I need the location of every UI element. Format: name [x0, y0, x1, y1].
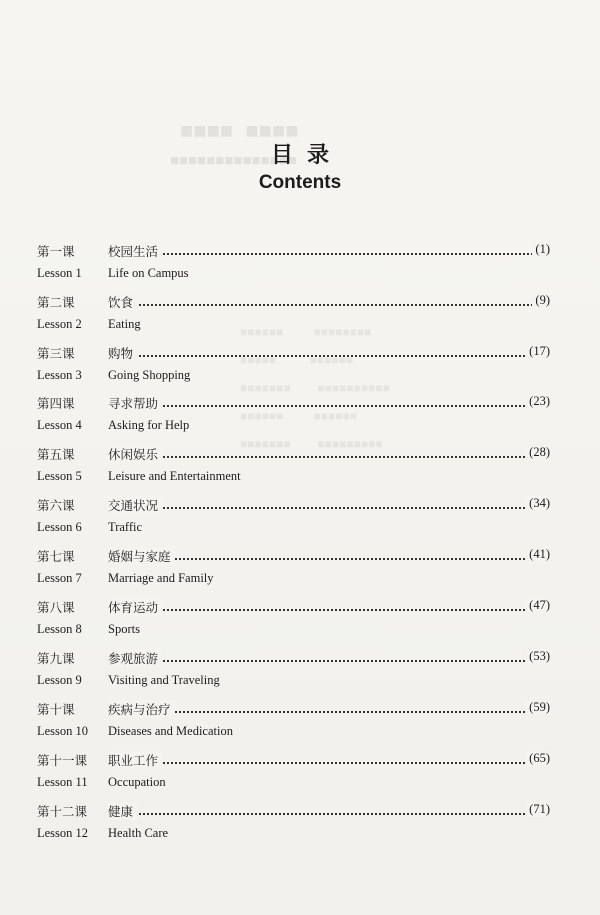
lesson-number-en: Lesson 11 [37, 775, 88, 789]
lesson-number-en: Lesson 12 [37, 826, 89, 840]
lesson-title-cn: 职业工作 [108, 751, 162, 769]
toc-entry-lesson-1[interactable] [0, 239, 600, 283]
toc-entry-chinese-row [0, 239, 600, 261]
lesson-title-en: Visiting and Traveling [108, 673, 220, 687]
toc-entry-lesson-10[interactable] [0, 697, 600, 741]
page-number: (65) [526, 751, 550, 766]
dot-leader [108, 813, 540, 815]
toc-entry-english-row [0, 773, 600, 793]
toc-entry-english-row [0, 620, 600, 640]
lesson-title-en: Marriage and Family [108, 571, 214, 585]
lesson-number-en: Lesson 3 [37, 368, 82, 382]
lesson-title-cn: 健康 [108, 802, 137, 820]
toc-entry-english-row [0, 416, 600, 436]
lesson-title-en: Asking for Help [108, 418, 190, 432]
page-number: (28) [526, 445, 550, 460]
bleed-through-subheading: ■■■■■■■■■■■■■■ [170, 152, 297, 169]
page-number: (17) [526, 344, 550, 359]
lesson-title-en: Occupation [108, 775, 166, 789]
lesson-title-cn: 饮食 [108, 293, 137, 311]
toc-entry-chinese-row [0, 391, 600, 413]
lesson-number-en: Lesson 7 [37, 571, 82, 585]
dot-leader [108, 355, 540, 357]
toc-entry-chinese-row [0, 341, 600, 363]
toc-entry-chinese-row [0, 697, 600, 719]
lesson-title-cn: 校园生活 [108, 242, 162, 260]
toc-entry-lesson-12[interactable] [0, 799, 600, 843]
lesson-number-cn: 第九课 [37, 651, 75, 666]
toc-entry-lesson-11[interactable] [0, 748, 600, 792]
lesson-title-en: Going Shopping [108, 368, 191, 382]
lesson-number-cn: 第五课 [37, 447, 75, 462]
page-number: (47) [526, 598, 550, 613]
toc-entry-english-row [0, 671, 600, 691]
page-title-chinese: 目录 [270, 143, 343, 168]
toc-entry-english-row [0, 569, 600, 589]
lesson-title-cn: 体育运动 [108, 598, 162, 616]
dot-leader [108, 660, 540, 662]
bleed-through-columns: ■■■■■■ ■■■■■■■■ ■■■■■ ■■■■■■ ■■■■■■■ ■■■■■■■■■■ ■■■■■■ ■■■■■■ ■■■■■■■ ■■■■■■■■■ [240, 325, 390, 451]
toc-entry-lesson-8[interactable] [0, 595, 600, 639]
page-number: (1) [532, 242, 550, 257]
toc-entry-english-row [0, 315, 600, 335]
toc-entry-chinese-row [0, 493, 600, 515]
lesson-title-cn: 交通状况 [108, 496, 162, 514]
toc-entry-chinese-row [0, 748, 600, 770]
toc-entry-lesson-7[interactable] [0, 544, 600, 588]
lesson-number-en: Lesson 9 [37, 673, 82, 687]
lesson-title-cn: 疾病与治疗 [108, 700, 175, 718]
lesson-number-cn: 第八课 [37, 600, 75, 615]
lesson-number-cn: 第十一课 [37, 753, 88, 768]
toc-entry-lesson-3[interactable] [0, 341, 600, 385]
toc-entry-chinese-row [0, 646, 600, 668]
lesson-number-cn: 第二课 [37, 295, 75, 310]
lesson-number-en: Lesson 10 [37, 724, 89, 738]
toc-entry-english-row [0, 722, 600, 742]
lesson-number-cn: 第十课 [37, 702, 75, 717]
toc-entry-lesson-9[interactable] [0, 646, 600, 690]
lesson-number-cn: 第七课 [37, 549, 75, 564]
toc-entry-chinese-row [0, 799, 600, 821]
toc-entry-english-row [0, 467, 600, 487]
page-title-english: Contents [258, 172, 342, 193]
lesson-number-en: Lesson 2 [37, 317, 82, 331]
toc-entry-english-row [0, 366, 600, 386]
toc-entry-chinese-row [0, 544, 600, 566]
page-number: (59) [526, 700, 550, 715]
toc-entry-english-row [0, 264, 600, 284]
page-number: (34) [526, 496, 550, 511]
page-number: (9) [532, 293, 550, 308]
dot-leader [108, 405, 540, 407]
lesson-number-en: Lesson 8 [37, 622, 82, 636]
lesson-number-en: Lesson 4 [37, 418, 82, 432]
dot-leader [108, 762, 540, 764]
lesson-title-en: Eating [108, 317, 141, 331]
toc-entry-lesson-6[interactable] [0, 493, 600, 537]
toc-entry-chinese-row [0, 290, 600, 312]
lesson-title-en: Leisure and Entertainment [108, 469, 241, 483]
page-number: (53) [526, 649, 550, 664]
page-number: (41) [526, 547, 550, 562]
toc-entry-chinese-row [0, 595, 600, 617]
lesson-title-cn: 婚姻与家庭 [108, 547, 175, 565]
page-number: (23) [526, 394, 550, 409]
bleed-through-heading: ■■■■ ■■■■ [180, 118, 299, 143]
toc-entry-english-row [0, 824, 600, 844]
toc-entry-lesson-5[interactable] [0, 442, 600, 486]
page-number: (71) [526, 802, 550, 817]
lesson-title-cn: 参观旅游 [108, 649, 162, 667]
lesson-number-en: Lesson 5 [37, 469, 82, 483]
toc-entry-lesson-2[interactable] [0, 290, 600, 334]
toc-entry-chinese-row [0, 442, 600, 464]
lesson-number-en: Lesson 1 [37, 266, 82, 280]
dot-leader [108, 304, 540, 306]
lesson-title-en: Traffic [108, 520, 143, 534]
lesson-number-cn: 第一课 [37, 244, 75, 259]
lesson-title-en: Diseases and Medication [108, 724, 233, 738]
dot-leader [108, 609, 540, 611]
toc-entry-lesson-4[interactable] [0, 391, 600, 435]
toc-entry-english-row [0, 518, 600, 538]
lesson-number-cn: 第六课 [37, 498, 75, 513]
lesson-number-cn: 第十二课 [37, 804, 88, 819]
lesson-title-cn: 休闲娱乐 [108, 445, 162, 463]
dot-leader [108, 456, 540, 458]
dot-leader [108, 507, 540, 509]
lesson-title-en: Life on Campus [108, 266, 189, 280]
lesson-title-en: Health Care [108, 826, 169, 840]
lesson-number-cn: 第四课 [37, 396, 75, 411]
lesson-title-cn: 寻求帮助 [108, 394, 162, 412]
lesson-number-cn: 第三课 [37, 346, 75, 361]
lesson-title-en: Sports [108, 622, 140, 636]
dot-leader [108, 253, 540, 255]
lesson-title-cn: 购物 [108, 344, 137, 362]
lesson-number-en: Lesson 6 [37, 520, 82, 534]
